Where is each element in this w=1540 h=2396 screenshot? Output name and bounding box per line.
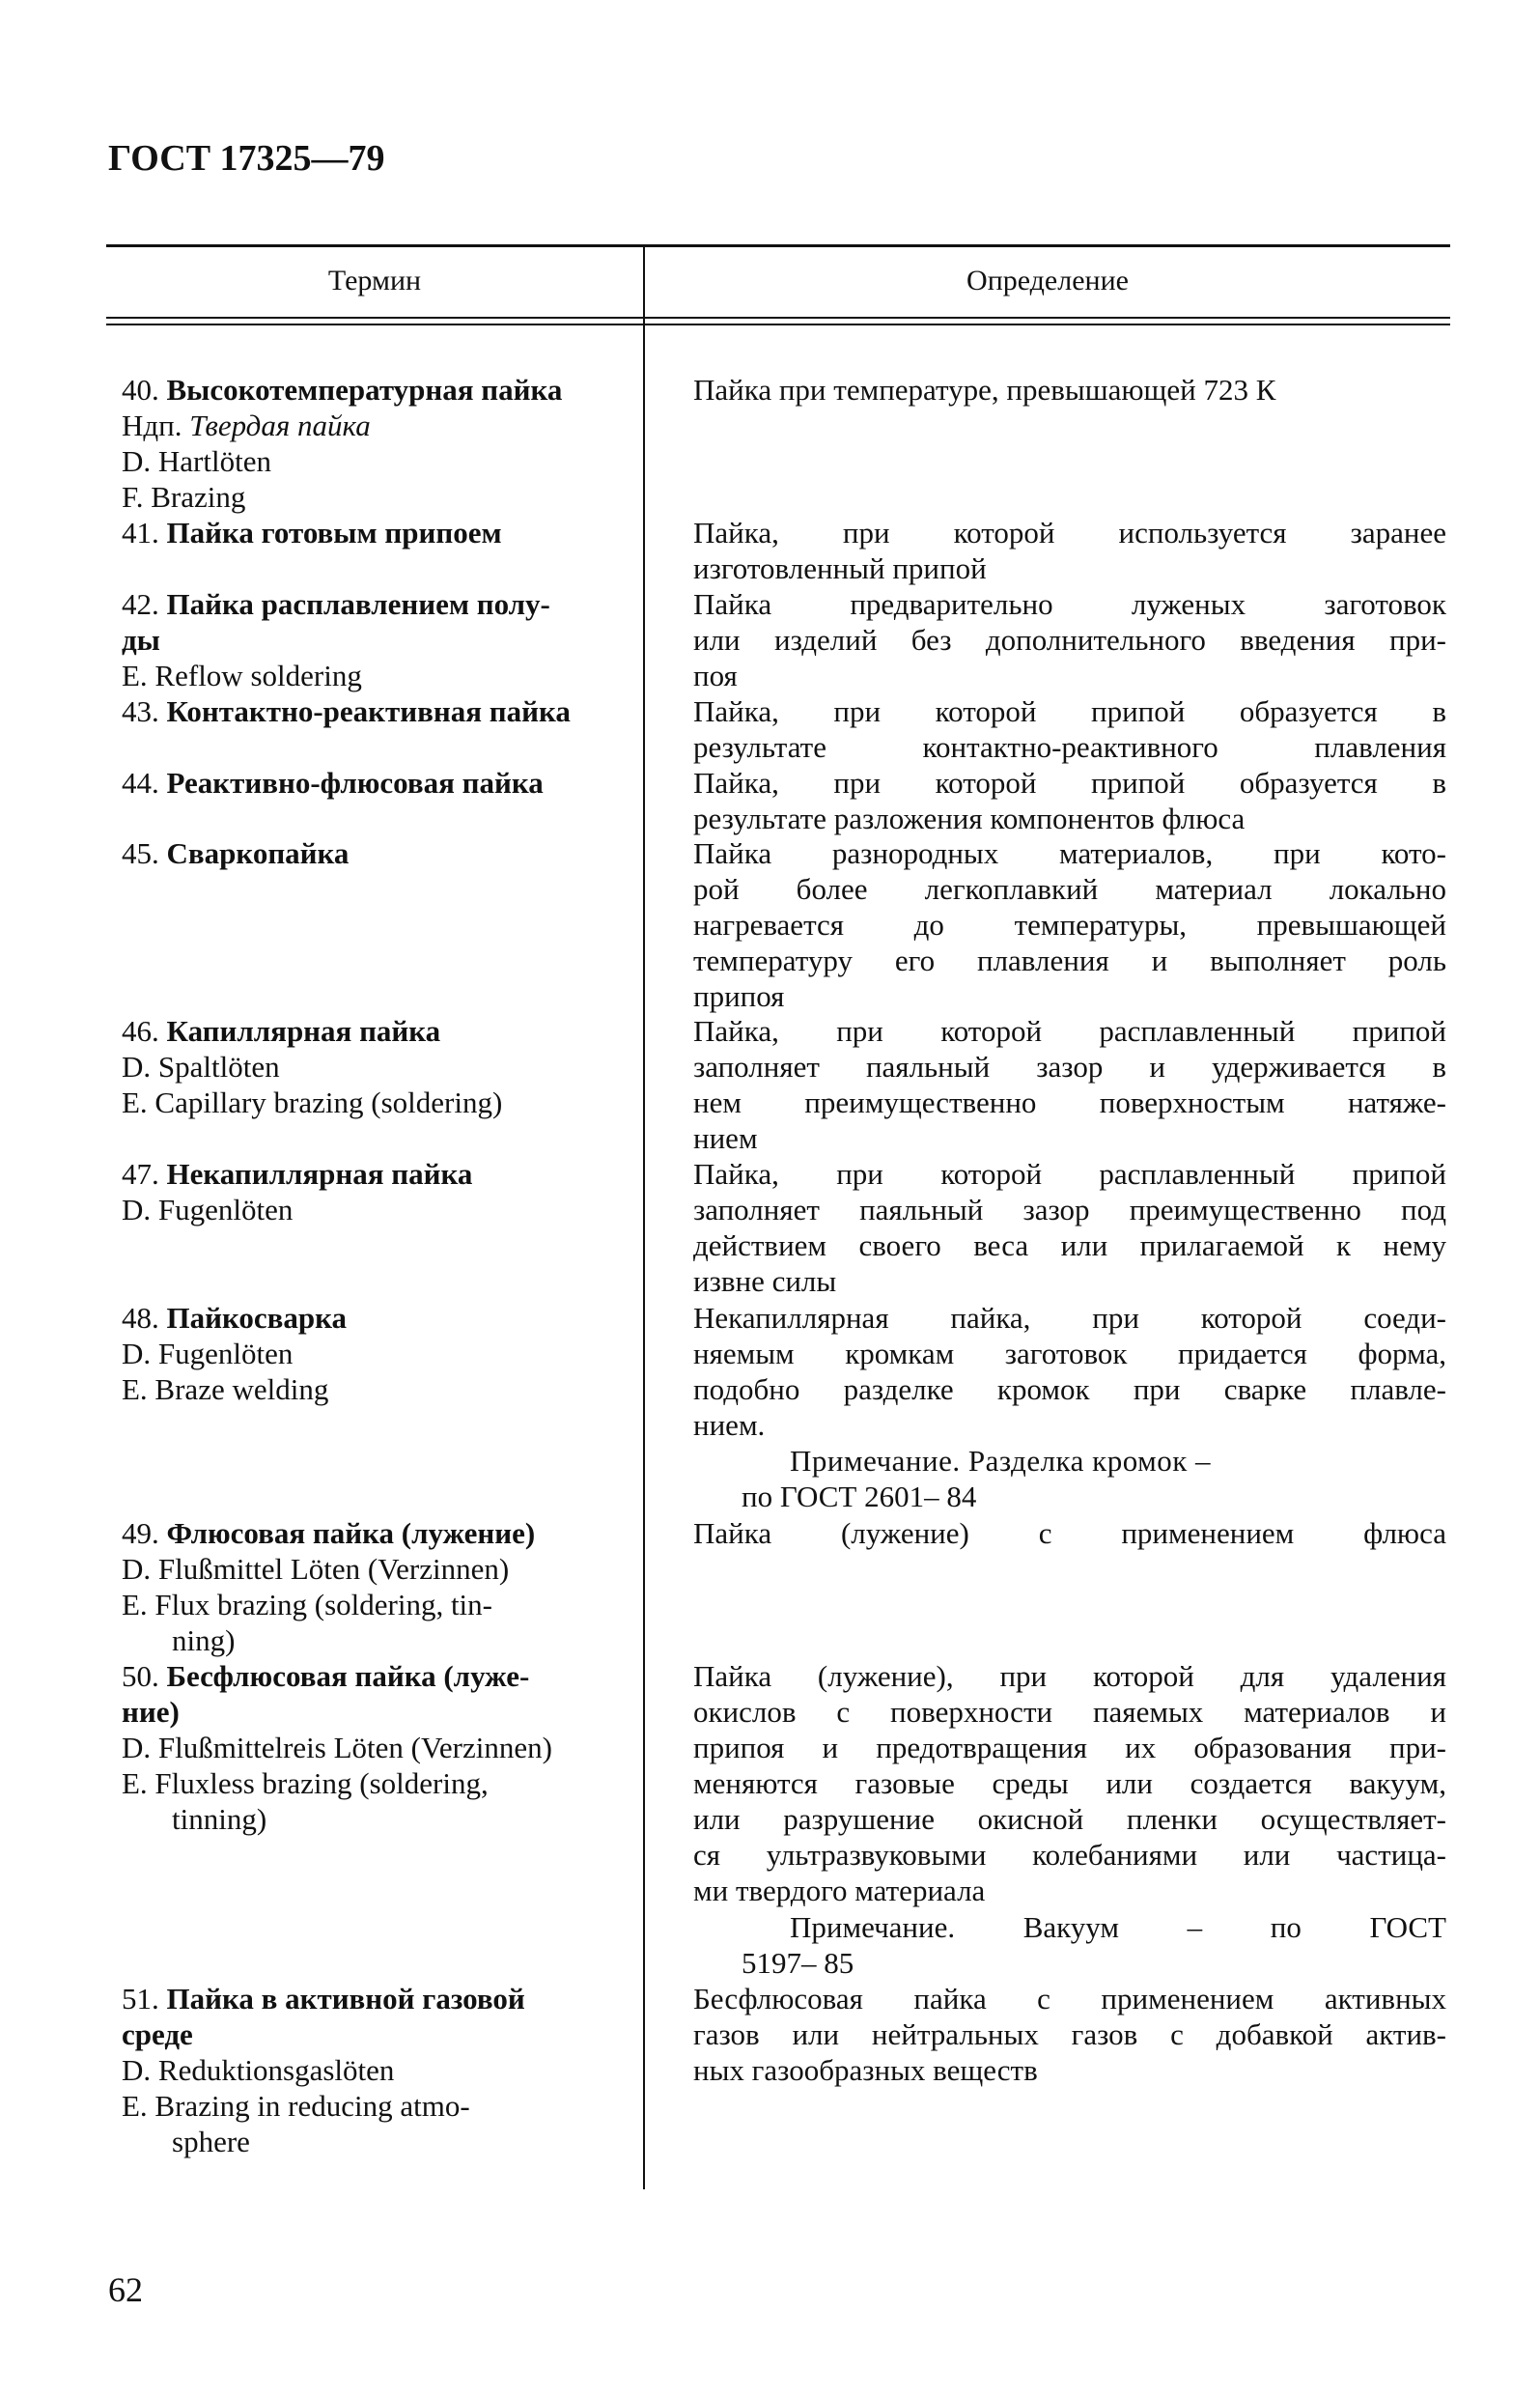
definition-line: припоя xyxy=(693,979,785,1013)
column-header-definition: Определение xyxy=(966,265,1129,296)
definition-line: результате контактно-реактивного плавления xyxy=(693,730,1446,764)
definition-line: рой более легкоплавкий материал локально xyxy=(693,872,1446,906)
term-line: E. Brazing in reducing atmo- xyxy=(122,2089,470,2123)
definition-line: заполняет паяльный зазор и удерживается в xyxy=(693,1050,1446,1084)
term-line: D. Flußmittelreis Löten (Verzinnen) xyxy=(122,1731,552,1764)
note-line: Примечание. Вакуум – по ГОСТ xyxy=(790,1910,1446,1944)
term-line: 49. Флюсовая пайка (лужение) xyxy=(122,1516,536,1550)
definition-line: Бесфлюсовая пайка с применением активных xyxy=(693,1982,1446,2015)
table-header-rule-2 xyxy=(106,324,1450,325)
definition-line: заполняет паяльный зазор преимущественно под xyxy=(693,1193,1446,1226)
definition-line: няемым кромкам заготовок придается форма, xyxy=(693,1337,1446,1370)
definition-line: Пайка (лужение), при которой для удаления xyxy=(693,1659,1446,1693)
note-line: Примечание. Разделка кромок – xyxy=(790,1444,1212,1478)
term-line: 41. Пайка готовым припоем xyxy=(122,516,502,550)
term-line: ние) xyxy=(122,1695,180,1729)
definition-line: Пайка (лужение) с применением флюса xyxy=(693,1516,1446,1550)
note-line: 5197– 85 xyxy=(742,1946,854,1980)
term-line: D. Flußmittel Löten (Verzinnen) xyxy=(122,1552,510,1586)
definition-line: нем преимущественно поверхностым натяже- xyxy=(693,1085,1446,1119)
note-line: по ГОСТ 2601– 84 xyxy=(742,1480,977,1513)
term-line: D. Fugenlöten xyxy=(122,1193,294,1226)
definition-line: Пайка, при которой используется заранее xyxy=(693,516,1446,550)
definition-line: Некапиллярная пайка, при которой соеди- xyxy=(693,1301,1446,1335)
term-line: ning) xyxy=(172,1623,236,1657)
definition-line: или изделий без дополнительного введения при- xyxy=(693,623,1446,657)
definition-line: результате разложения компонентов флюса xyxy=(693,802,1246,835)
page-number: 62 xyxy=(108,2270,143,2309)
term-line: E. Fluxless brazing (soldering, xyxy=(122,1766,489,1800)
term-line: E. Braze welding xyxy=(122,1372,329,1406)
term-line: ды xyxy=(122,623,160,657)
definition-line: или разрушение окисной пленки осуществляет- xyxy=(693,1802,1446,1836)
term-line: 51. Пайка в активной газовой xyxy=(122,1982,525,2015)
definition-line: нагревается до температуры, превышающей xyxy=(693,908,1446,942)
column-header-term: Термин xyxy=(327,265,422,296)
table-header-rule-1 xyxy=(106,317,1450,319)
term-line: 50. Бесфлюсовая пайка (луже- xyxy=(122,1659,530,1693)
definition-line: изготовленный припой xyxy=(693,551,987,585)
term-line: sphere xyxy=(172,2125,250,2158)
definition-line: Пайка предварительно луженых заготовок xyxy=(693,587,1446,621)
term-line: F. Brazing xyxy=(122,480,246,514)
term-line: 40. Высокотемпературная пайка xyxy=(122,373,563,407)
definition-line: нием xyxy=(693,1121,758,1155)
term-line: E. Capillary brazing (soldering) xyxy=(122,1085,503,1119)
term-line: D. Hartlöten xyxy=(122,444,271,478)
definition-line: припоя и предотвращения их образования при- xyxy=(693,1731,1446,1764)
definition-line: окислов с поверхности паяемых материалов и xyxy=(693,1695,1446,1729)
term-line: 48. Пайкосварка xyxy=(122,1301,348,1335)
term-line: среде xyxy=(122,2017,193,2051)
term-line: 47. Некапиллярная пайка xyxy=(122,1157,473,1191)
definition-line: Пайка, при которой расплавленный припой xyxy=(693,1157,1446,1191)
definition-line: Пайка, при которой припой образуется в xyxy=(693,766,1446,800)
definition-line: газов или нейтральных газов с добавкой актив- xyxy=(693,2017,1446,2051)
term-line: E. Reflow soldering xyxy=(122,659,362,692)
definition-line: извне силы xyxy=(693,1264,837,1298)
table-top-rule xyxy=(106,244,1450,247)
definition-line: Пайка, при которой расплавленный припой xyxy=(693,1014,1446,1048)
definition-line: нием. xyxy=(693,1408,766,1442)
definition-line: Пайка при температуре, превышающей 723 К xyxy=(693,373,1276,407)
definition-line: ми твердого материала xyxy=(693,1874,986,1907)
definition-line: подобно разделке кромок при сварке плавле- xyxy=(693,1372,1446,1406)
definition-line: поя xyxy=(693,659,738,692)
term-line: D. Fugenlöten xyxy=(122,1337,294,1370)
term-line: 44. Реактивно-флюсовая пайка xyxy=(122,766,544,800)
term-line: 45. Сваркопайка xyxy=(122,836,350,870)
column-divider xyxy=(643,246,645,2189)
definition-line: Пайка, при которой припой образуется в xyxy=(693,694,1446,728)
term-line: 46. Капиллярная пайка xyxy=(122,1014,441,1048)
term-line: 42. Пайка расплавлением полу- xyxy=(122,587,550,621)
term-line: 43. Контактно-реактивная пайка xyxy=(122,694,571,728)
term-line: E. Flux brazing (soldering, tin- xyxy=(122,1588,492,1621)
definition-line: температуру его плавления и выполняет роль xyxy=(693,944,1446,977)
document-header-title: ГОСТ 17325—79 xyxy=(108,138,385,179)
definition-line: действием своего веса или прилагаемой к нему xyxy=(693,1228,1446,1262)
term-line: Ндп. Твердая пайка xyxy=(122,409,371,442)
definition-line: Пайка разнородных материалов, при кото- xyxy=(693,836,1446,870)
definition-line: ных газообразных веществ xyxy=(693,2053,1038,2087)
term-line: D. Reduktionsgaslöten xyxy=(122,2053,395,2087)
definition-line: ся ультразвуковыми колебаниями или частица- xyxy=(693,1838,1446,1872)
term-line: tinning) xyxy=(172,1802,267,1836)
term-line: D. Spaltlöten xyxy=(122,1050,280,1084)
definition-line: меняются газовые среды или создается вакуум, xyxy=(693,1766,1446,1800)
